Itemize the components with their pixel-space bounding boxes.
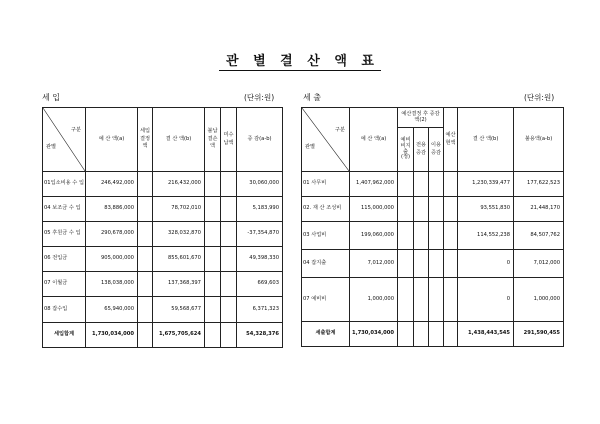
row-unused: 177,622,523 (514, 172, 564, 197)
table-row (43, 222, 283, 247)
row-name: 08 잡수입 (43, 297, 86, 323)
row-budget: 246,492,000 (86, 172, 138, 197)
row-diff: 30,060,000 (237, 172, 283, 197)
expenditure-unit-label: (단위:원) (524, 93, 555, 102)
revenue-header-deficit: 불납결손액 (205, 108, 221, 172)
table-row (302, 172, 564, 197)
row-diff: 49,398,330 (237, 247, 283, 272)
row-settlement: 0 (458, 278, 514, 322)
revenue-header-budget: 예 산 액(a) (86, 108, 138, 172)
row-unused: 84,507,762 (514, 222, 564, 250)
expenditure-header-change-group: 예산결정 후 증감액(2) (398, 108, 444, 128)
row-name: 01 사무비 (302, 172, 350, 197)
row-settlement: 59,568,677 (153, 297, 205, 323)
row-name: 07 예비비 (302, 278, 350, 322)
row-settlement: 855,601,670 (153, 247, 205, 272)
table-row (43, 247, 283, 272)
table-row (43, 272, 283, 297)
revenue-header-gwanbyeol: 관별 (46, 144, 57, 151)
row-budget: 65,940,000 (86, 297, 138, 323)
table-row (302, 250, 564, 278)
row-name: 02. 재 산 조성비 (302, 197, 350, 222)
expenditure-header-diversion: 이용증감 (429, 128, 444, 172)
revenue-header-gubun: 구분 (70, 127, 81, 133)
row-budget: 1,000,000 (350, 278, 398, 322)
row-settlement: 328,032,870 (153, 222, 205, 247)
revenue-table (42, 107, 283, 348)
expenditure-header-gubun: 구분 (334, 127, 345, 133)
row-settlement: 1,230,339,477 (458, 172, 514, 197)
row-unused: 21,448,170 (514, 197, 564, 222)
total-name: 세입합계 (43, 323, 86, 348)
row-name: 01입소비용 수 입 (43, 172, 86, 197)
row-budget: 905,000,000 (86, 247, 138, 272)
row-settlement: 78,702,010 (153, 197, 205, 222)
total-budget: 1,730,034,000 (86, 323, 138, 348)
table-row (302, 222, 564, 250)
expenditure-header-transfer: 전용증감 (414, 128, 429, 172)
row-budget: 115,000,000 (350, 197, 398, 222)
total-diff: 54,328,376 (237, 323, 283, 348)
row-diff: 5,183,990 (237, 197, 283, 222)
expenditure-table (301, 107, 564, 347)
revenue-unit-label: (단위:원) (244, 93, 275, 102)
row-name: 03 사업비 (302, 222, 350, 250)
expenditure-header-unused: 불용액(a-b) (514, 108, 564, 172)
row-settlement: 137,368,397 (153, 272, 205, 297)
total-row (43, 323, 283, 348)
row-name: 06 전입금 (43, 247, 86, 272)
expenditure-header-diagonal (302, 108, 350, 172)
row-unused: 1,000,000 (514, 278, 564, 322)
expenditure-section-label: 세 출 (303, 93, 321, 102)
row-diff: 6,371,323 (237, 297, 283, 323)
row-budget: 7,012,000 (350, 250, 398, 278)
total-unused: 291,590,455 (514, 322, 564, 347)
table-row (302, 278, 564, 322)
total-settlement: 1,438,443,545 (458, 322, 514, 347)
row-diff: -37,354,870 (237, 222, 283, 247)
row-settlement: 93,551,830 (458, 197, 514, 222)
row-name: 05 후원금 수 입 (43, 222, 86, 247)
revenue-header-unpaid: 미수납액 (221, 108, 237, 172)
expenditure-header-reserve: 예비비지출(정) (398, 128, 414, 172)
table-row (43, 297, 283, 323)
row-budget: 199,060,000 (350, 222, 398, 250)
row-budget: 138,038,000 (86, 272, 138, 297)
expenditure-header-current-budget: 예산현액 (444, 108, 458, 172)
revenue-header-settlement: 결 산 액(b) (153, 108, 205, 172)
row-budget: 290,678,000 (86, 222, 138, 247)
expenditure-header-settlement: 결 산 액(b) (458, 108, 514, 172)
revenue-header-diff: 증 감(a-b) (237, 108, 283, 172)
revenue-header-diagonal (43, 108, 86, 172)
row-unused: 7,012,000 (514, 250, 564, 278)
total-settlement: 1,675,705,624 (153, 323, 205, 348)
expenditure-header-budget: 예 산 액(a) (350, 108, 398, 172)
revenue-section-label: 세 입 (42, 93, 60, 102)
table-row (43, 172, 283, 197)
row-name: 04 잡지출 (302, 250, 350, 278)
row-diff: 669,603 (237, 272, 283, 297)
total-name: 세출합계 (302, 322, 350, 347)
total-row (302, 322, 564, 347)
row-budget: 83,886,000 (86, 197, 138, 222)
total-budget: 1,730,034,000 (350, 322, 398, 347)
page-title: 관 별 결 산 액 표 (0, 50, 600, 69)
row-name: 07 이월금 (43, 272, 86, 297)
row-settlement: 216,432,000 (153, 172, 205, 197)
revenue-header-approved: 세입결정액 (138, 108, 153, 172)
table-row (302, 197, 564, 222)
table-row (43, 197, 283, 222)
expenditure-header-gwanbyeol: 관별 (305, 144, 316, 151)
row-settlement: 114,552,238 (458, 222, 514, 250)
row-budget: 1,407,962,000 (350, 172, 398, 197)
row-settlement: 0 (458, 250, 514, 278)
row-name: 04 보조금 수 입 (43, 197, 86, 222)
